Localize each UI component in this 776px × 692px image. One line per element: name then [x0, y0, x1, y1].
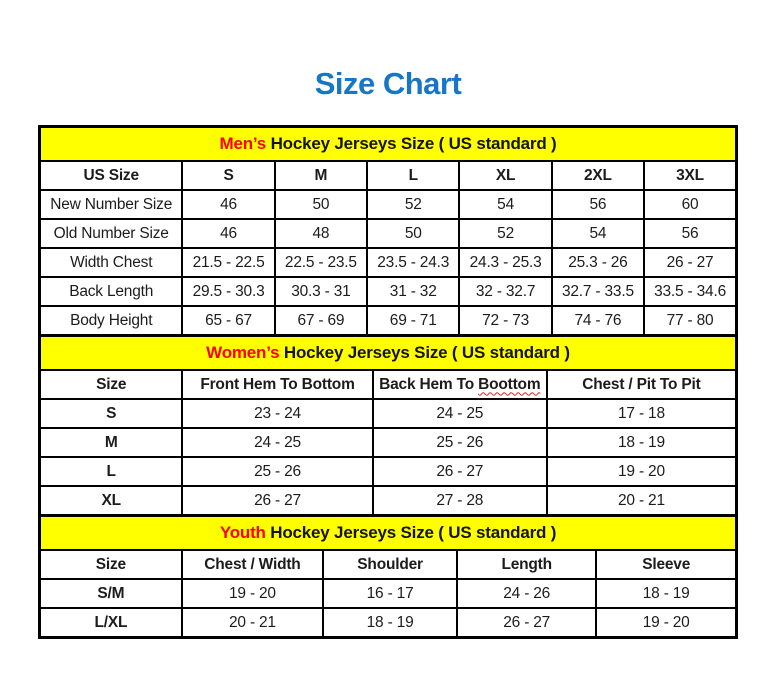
- men-table-row: [40, 219, 737, 248]
- women-table-row: [40, 428, 737, 457]
- caption-highlight: Men’s: [219, 134, 267, 153]
- value-cell: 18 - 19: [323, 608, 457, 638]
- value-cell: 56: [644, 219, 736, 248]
- value-cell: 69 - 71: [367, 306, 459, 336]
- value-cell: 26 - 27: [457, 608, 596, 638]
- value-cell: 72 - 73: [459, 306, 551, 336]
- row-label-cell: Body Height: [40, 306, 183, 336]
- column-header: 2XL: [552, 161, 644, 190]
- value-cell: 60: [644, 190, 736, 219]
- value-cell: 32.7 - 33.5: [552, 277, 644, 306]
- value-cell: 50: [275, 190, 367, 219]
- value-cell: 19 - 20: [596, 608, 736, 638]
- women-header-row: [40, 370, 737, 399]
- value-cell: 19 - 20: [547, 457, 737, 486]
- row-label-cell: L: [40, 457, 183, 486]
- value-cell: 33.5 - 34.6: [644, 277, 736, 306]
- value-cell: 22.5 - 23.5: [275, 248, 367, 277]
- header-text: Back Hem To: [379, 375, 479, 393]
- column-header: Sleeve: [596, 550, 736, 579]
- value-cell: 48: [275, 219, 367, 248]
- youth-header-row: [40, 550, 737, 579]
- value-cell: 18 - 19: [596, 579, 736, 608]
- value-cell: 74 - 76: [552, 306, 644, 336]
- value-cell: 46: [182, 190, 274, 219]
- size-tables-container: [38, 125, 738, 639]
- womens-size-table: [38, 334, 738, 517]
- value-cell: 52: [367, 190, 459, 219]
- value-cell: 20 - 21: [547, 486, 737, 516]
- value-cell: 19 - 20: [182, 579, 323, 608]
- row-label-cell: M: [40, 428, 183, 457]
- column-header: Chest / Pit To Pit: [547, 370, 737, 399]
- women-table-row: [40, 486, 737, 516]
- column-header: Size: [40, 370, 183, 399]
- value-cell: 29.5 - 30.3: [182, 277, 274, 306]
- value-cell: 31 - 32: [367, 277, 459, 306]
- caption-highlight: Youth: [219, 523, 266, 542]
- youth-section-caption: [40, 516, 737, 551]
- value-cell: 26 - 27: [182, 486, 372, 516]
- women-table-row: [40, 399, 737, 428]
- value-cell: 26 - 27: [373, 457, 547, 486]
- row-label-cell: New Number Size: [40, 190, 183, 219]
- mens-size-table: [38, 125, 738, 337]
- row-label-cell: Old Number Size: [40, 219, 183, 248]
- row-label-cell: S/M: [40, 579, 182, 608]
- column-header: Length: [457, 550, 596, 579]
- men-table-row: [40, 277, 737, 306]
- value-cell: 25 - 26: [373, 428, 547, 457]
- men-table-row: [40, 306, 737, 336]
- column-header: Front Hem To Bottom: [182, 370, 372, 399]
- value-cell: 65 - 67: [182, 306, 274, 336]
- value-cell: 24 - 25: [373, 399, 547, 428]
- value-cell: 24.3 - 25.3: [459, 248, 551, 277]
- caption-text: Hockey Jerseys Size ( US standard ): [266, 134, 557, 153]
- value-cell: 16 - 17: [323, 579, 457, 608]
- row-label-cell: XL: [40, 486, 183, 516]
- men-table-row: [40, 190, 737, 219]
- column-header: Shoulder: [323, 550, 457, 579]
- men-header-row: [40, 161, 737, 190]
- column-header: Size: [40, 550, 182, 579]
- value-cell: 50: [367, 219, 459, 248]
- value-cell: 25.3 - 26: [552, 248, 644, 277]
- column-header: US Size: [40, 161, 183, 190]
- women-section-caption: [40, 336, 737, 371]
- column-header: Chest / Width: [182, 550, 323, 579]
- youth-size-table: [38, 514, 738, 639]
- column-header: XL: [459, 161, 551, 190]
- column-header: M: [275, 161, 367, 190]
- value-cell: 54: [459, 190, 551, 219]
- value-cell: 27 - 28: [373, 486, 547, 516]
- value-cell: 18 - 19: [547, 428, 737, 457]
- value-cell: 25 - 26: [182, 457, 372, 486]
- caption-text: Hockey Jerseys Size ( US standard ): [265, 523, 557, 542]
- page-title: Size Chart: [314, 66, 462, 101]
- value-cell: 23 - 24: [182, 399, 372, 428]
- header-text-misspelled: Boottom: [478, 375, 541, 393]
- value-cell: 52: [459, 219, 551, 248]
- value-cell: 67 - 69: [275, 306, 367, 336]
- column-header: 3XL: [644, 161, 736, 190]
- row-label-cell: L/XL: [40, 608, 182, 638]
- value-cell: 77 - 80: [644, 306, 736, 336]
- value-cell: 30.3 - 31: [275, 277, 367, 306]
- value-cell: 21.5 - 22.5: [182, 248, 274, 277]
- value-cell: 56: [552, 190, 644, 219]
- men-section-caption: [40, 127, 737, 162]
- value-cell: 20 - 21: [182, 608, 323, 638]
- value-cell: 54: [552, 219, 644, 248]
- caption-text: Hockey Jerseys Size ( US standard ): [279, 343, 570, 362]
- column-header: L: [367, 161, 459, 190]
- value-cell: 17 - 18: [547, 399, 737, 428]
- row-label-cell: Width Chest: [40, 248, 183, 277]
- youth-table-row: [40, 579, 737, 608]
- women-table-row: [40, 457, 737, 486]
- column-header: S: [182, 161, 274, 190]
- value-cell: 23.5 - 24.3: [367, 248, 459, 277]
- row-label-cell: S: [40, 399, 183, 428]
- value-cell: 24 - 25: [182, 428, 372, 457]
- row-label-cell: Back Length: [40, 277, 183, 306]
- column-header: [373, 370, 547, 399]
- value-cell: 26 - 27: [644, 248, 736, 277]
- men-table-row: [40, 248, 737, 277]
- youth-table-row: [40, 608, 737, 638]
- value-cell: 24 - 26: [457, 579, 596, 608]
- value-cell: 32 - 32.7: [459, 277, 551, 306]
- value-cell: 46: [182, 219, 274, 248]
- caption-highlight: Women’s: [206, 343, 280, 362]
